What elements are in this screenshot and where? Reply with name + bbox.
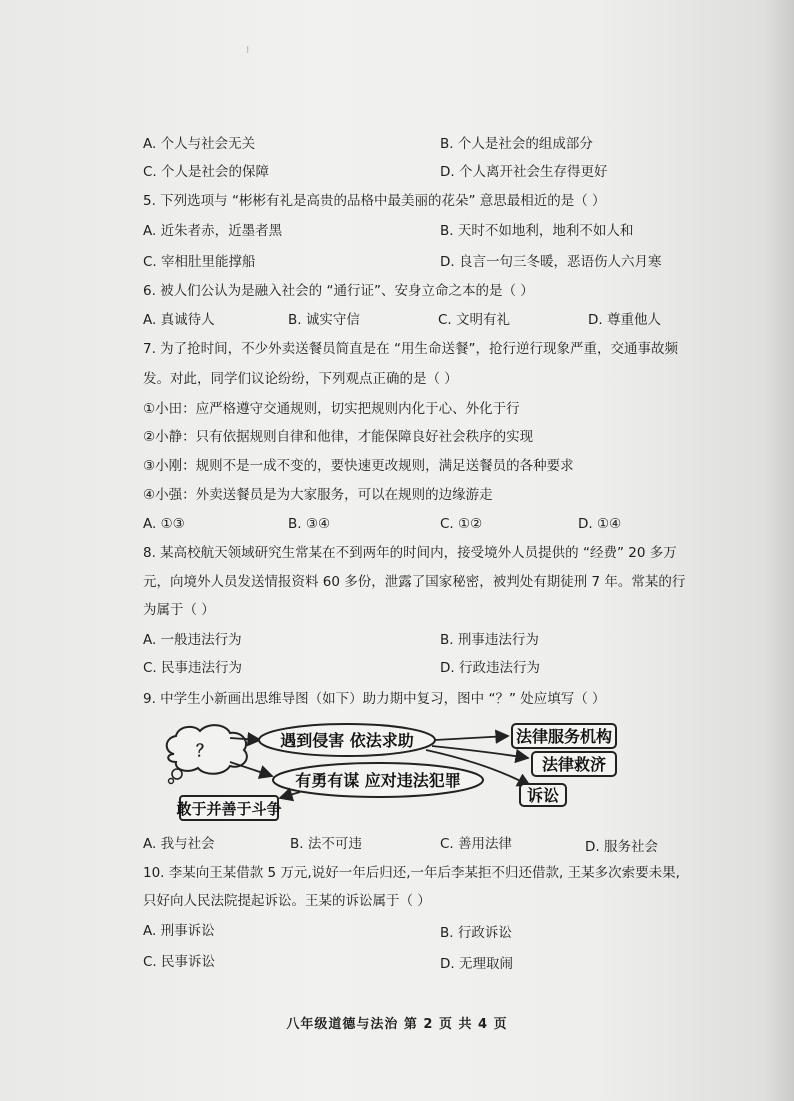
q4-option-c: C. 个人是社会的保障 [143, 164, 270, 180]
q7-statement-1: ①小田：应严格遵守交通规则，切实把规则内化于心、外化于行 [143, 401, 520, 417]
q6-stem: 6. 被人们公认为是融入社会的 “通行证”、安身立命之本的是（ ） [143, 283, 534, 299]
q8-option-b: B. 刑事违法行为 [440, 632, 539, 648]
q10-option-a: A. 刑事诉讼 [143, 923, 215, 939]
q7-statement-3: ③小刚：规则不是一成不变的，要快速更改规则，满足送餐员的各种要求 [143, 458, 574, 474]
q6-option-d: D. 尊重他人 [588, 312, 661, 328]
box-r3-label: 诉讼 [526, 786, 560, 805]
q7-option-b: B. ③④ [288, 516, 331, 532]
q7-statement-2: ②小静：只有依据规则自律和他律，才能保障良好社会秩序的实现 [143, 429, 534, 445]
q10-option-d: D. 无理取闹 [440, 956, 513, 972]
q5-option-d: D. 良言一句三冬暖，恶语伤人六月寒 [440, 254, 662, 270]
q7-option-d: D. ①④ [578, 516, 622, 532]
q6-option-b: B. 诚实守信 [288, 312, 360, 328]
q4-option-b: B. 个人是社会的组成部分 [440, 136, 593, 152]
node-mid-label: 有勇有谋 应对违法犯罪 [295, 771, 461, 790]
q5-option-a: A. 近朱者赤，近墨者黑 [143, 223, 283, 239]
q10-option-c: C. 民事诉讼 [143, 954, 216, 970]
box-r1-label: 法律服务机构 [515, 727, 613, 746]
node-top-label: 遇到侵害 依法求助 [280, 731, 414, 750]
q9-option-c: C. 善用法律 [440, 836, 513, 852]
q10-stem-line2: 只好向人民法院提起诉讼。王某的诉讼属于（ ） [143, 893, 431, 909]
q10-option-b: B. 行政诉讼 [440, 925, 512, 941]
q10-stem-line1: 10. 李某向王某借款 5 万元,说好一年后归还,一年后李某拒不归还借款, 王某多次索要未果, [143, 865, 680, 881]
page-footer: 八年级道德与法治 第 2 页 共 4 页 [286, 1017, 508, 1032]
q8-option-c: C. 民事违法行为 [143, 660, 243, 676]
q8-stem-line3: 为属于（ ） [143, 602, 215, 618]
q7-option-a: A. ①③ [143, 516, 185, 532]
q4-option-a: A. 个人与社会无关 [143, 136, 256, 152]
arrow-mid-to-bottom [280, 792, 300, 798]
mind-map-diagram [160, 718, 630, 822]
q8-stem-line2: 元，向境外人员发送情报资料 60 多份，泄露了国家秘密，被判处有期徒刑 7 年。常某的行 [143, 574, 686, 590]
q7-statement-4: ④小强：外卖送餐员是为大家服务，可以在规则的边缘游走 [143, 487, 493, 503]
q7-stem-line2: 发。对此，同学们议论纷纷，下列观点正确的是（ ） [143, 371, 458, 387]
q8-stem-line1: 8. 某高校航天领域研究生常某在不到两年的时间内，接受境外人员提供的 “经费” 20 多万 [143, 545, 677, 561]
q5-stem: 5. 下列选项与 “彬彬有礼是高贵的品格中最美丽的花朵” 意思最相近的是（ ） [143, 193, 606, 209]
q9-option-b: B. 法不可违 [290, 836, 362, 852]
q8-option-a: A. 一般违法行为 [143, 632, 242, 648]
cloud-question-mark: ？ [196, 741, 213, 760]
q8-option-d: D. 行政违法行为 [440, 660, 540, 676]
q9-stem: 9. 中学生小新画出思维导图（如下）助力期中复习，图中 “？” 处应填写（ ） [143, 691, 606, 707]
box-bottom-label: 敢于并善于斗争 [176, 800, 282, 818]
q7-option-c: C. ①② [440, 516, 483, 532]
q5-option-b: B. 天时不如地利，地利不如人和 [440, 223, 634, 239]
q6-option-a: A. 真诚待人 [143, 312, 215, 328]
q4-option-d: D. 个人离开社会生存得更好 [440, 164, 608, 180]
bleed-mark: ı [246, 42, 250, 56]
q7-stem-line1: 7. 为了抢时间，不少外卖送餐员简直是在 “用生命送餐”，抢行逆行现象严重，交通事故频 [143, 341, 678, 357]
q6-option-c: C. 文明有礼 [438, 312, 511, 328]
page-edge-shadow [764, 0, 794, 1101]
arrow-top-to-r1 [435, 736, 508, 740]
q9-option-a: A. 我与社会 [143, 836, 215, 852]
q5-option-c: C. 宰相肚里能撑船 [143, 254, 256, 270]
arrow-cloud-to-mid [230, 762, 272, 776]
q9-option-d: D. 服务社会 [585, 839, 658, 855]
box-r2-label: 法律救济 [541, 755, 607, 774]
